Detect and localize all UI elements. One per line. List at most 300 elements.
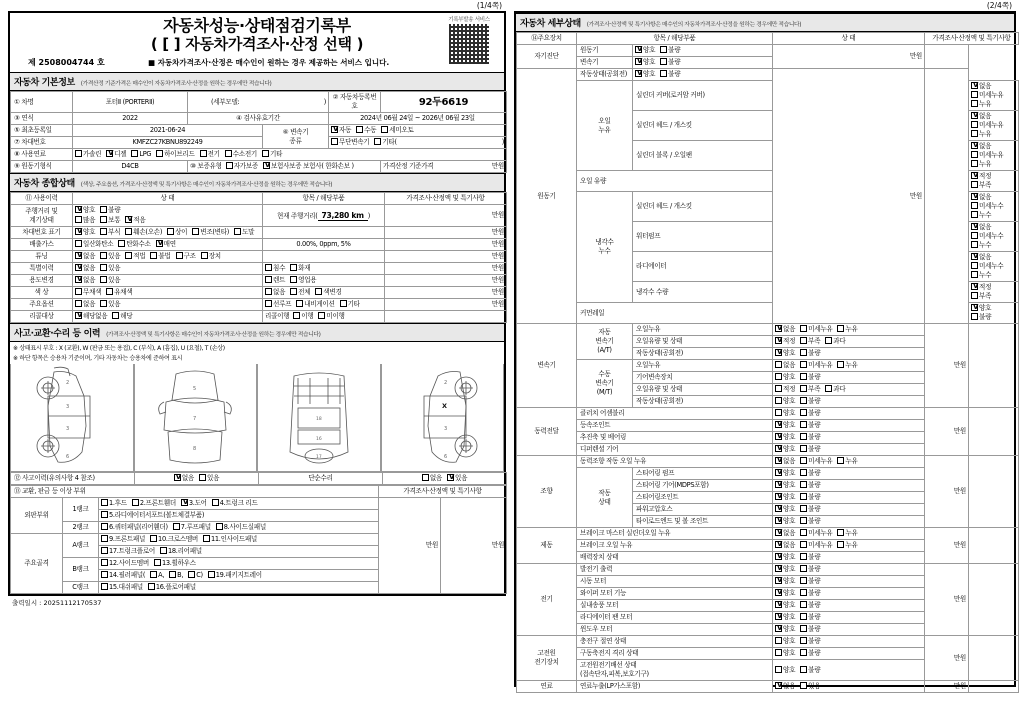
checkbox[interactable]	[112, 312, 119, 319]
state-option[interactable]	[971, 313, 991, 322]
checkbox[interactable]	[660, 58, 667, 65]
state-option[interactable]	[800, 493, 820, 502]
checkbox[interactable]	[971, 82, 978, 89]
fuel-option[interactable]	[131, 150, 151, 159]
state-option[interactable]	[775, 361, 795, 370]
checkbox[interactable]	[971, 241, 978, 248]
checkbox[interactable]	[971, 100, 978, 107]
state-option[interactable]	[775, 409, 795, 418]
checkbox[interactable]	[125, 228, 132, 235]
part-option[interactable]	[154, 559, 196, 568]
state-option[interactable]	[971, 172, 991, 181]
checkbox[interactable]	[775, 361, 782, 368]
checkbox[interactable]	[188, 571, 195, 578]
checkbox[interactable]	[971, 232, 978, 239]
checkbox[interactable]	[173, 523, 180, 530]
state-option[interactable]	[660, 70, 680, 79]
checkbox[interactable]	[293, 312, 300, 319]
checkbox[interactable]	[971, 181, 978, 188]
checkbox[interactable]	[381, 126, 388, 133]
warranty-option[interactable]	[226, 162, 258, 171]
checkbox[interactable]	[775, 481, 782, 488]
state-option[interactable]	[775, 682, 795, 691]
state-option[interactable]	[971, 211, 991, 220]
checkbox[interactable]	[971, 112, 978, 119]
checkbox[interactable]	[800, 373, 807, 380]
state-option[interactable]	[775, 493, 795, 502]
checkbox[interactable]	[100, 300, 107, 307]
part-option[interactable]	[150, 571, 164, 580]
checkbox[interactable]	[101, 583, 108, 590]
checkbox[interactable]	[800, 577, 807, 584]
state-option[interactable]	[775, 397, 795, 406]
state-option[interactable]	[800, 349, 820, 358]
checkbox[interactable]	[971, 202, 978, 209]
checkbox[interactable]	[971, 142, 978, 149]
fuel-option[interactable]	[156, 150, 194, 159]
state-option[interactable]	[100, 300, 120, 309]
state-option[interactable]	[800, 577, 820, 586]
checkbox[interactable]	[800, 433, 807, 440]
state-option[interactable]	[971, 160, 991, 169]
checkbox[interactable]	[800, 666, 807, 673]
checkbox[interactable]	[971, 262, 978, 269]
checkbox[interactable]	[132, 499, 139, 506]
checkbox[interactable]	[101, 511, 108, 518]
checkbox[interactable]	[154, 559, 161, 566]
state-option[interactable]	[800, 625, 820, 634]
checkbox[interactable]	[75, 206, 82, 213]
state-option[interactable]	[234, 228, 254, 237]
checkbox[interactable]	[660, 70, 667, 77]
state-option[interactable]	[660, 46, 680, 55]
state-option[interactable]	[837, 325, 857, 334]
state-option[interactable]	[775, 373, 795, 382]
state-option[interactable]	[75, 216, 95, 225]
checkbox[interactable]	[150, 535, 157, 542]
state-option[interactable]	[75, 300, 95, 309]
state-option[interactable]	[800, 325, 832, 334]
checkbox[interactable]	[75, 228, 82, 235]
checkbox[interactable]	[775, 589, 782, 596]
checkbox[interactable]	[101, 571, 108, 578]
part-option[interactable]	[293, 312, 313, 321]
checkbox[interactable]	[75, 264, 82, 271]
checkbox[interactable]	[331, 138, 338, 145]
checkbox[interactable]	[775, 409, 782, 416]
state-option[interactable]	[775, 565, 795, 574]
checkbox[interactable]	[101, 547, 108, 554]
checkbox[interactable]	[101, 559, 108, 566]
checkbox[interactable]	[263, 162, 270, 169]
checkbox[interactable]	[101, 523, 108, 530]
checkbox[interactable]	[800, 337, 807, 344]
checkbox[interactable]	[775, 349, 782, 356]
state-option[interactable]	[800, 409, 820, 418]
state-option[interactable]	[800, 397, 820, 406]
state-option[interactable]	[775, 666, 795, 675]
simple-repair-option[interactable]	[422, 474, 442, 483]
checkbox[interactable]	[148, 583, 155, 590]
checkbox[interactable]	[635, 58, 642, 65]
checkbox[interactable]	[837, 325, 844, 332]
state-option[interactable]	[775, 553, 795, 562]
checkbox[interactable]	[150, 252, 157, 259]
checkbox[interactable]	[447, 474, 454, 481]
checkbox[interactable]	[340, 300, 347, 307]
transmission-option[interactable]	[331, 138, 369, 147]
part-option[interactable]	[101, 583, 143, 592]
part-option[interactable]	[148, 583, 196, 592]
state-option[interactable]	[800, 666, 820, 675]
checkbox[interactable]	[226, 162, 233, 169]
checkbox[interactable]	[971, 283, 978, 290]
checkbox[interactable]	[265, 264, 272, 271]
checkbox[interactable]	[156, 150, 163, 157]
state-option[interactable]	[635, 58, 655, 67]
checkbox[interactable]	[75, 276, 82, 283]
part-option[interactable]	[132, 499, 176, 508]
checkbox[interactable]	[971, 313, 978, 320]
state-option[interactable]	[775, 613, 795, 622]
checkbox[interactable]	[775, 421, 782, 428]
state-option[interactable]	[775, 421, 795, 430]
state-option[interactable]	[971, 283, 991, 292]
checkbox[interactable]	[971, 292, 978, 299]
state-option[interactable]	[800, 517, 820, 526]
state-option[interactable]	[660, 58, 680, 67]
state-option[interactable]	[775, 601, 795, 610]
checkbox[interactable]	[100, 216, 107, 223]
checkbox[interactable]	[131, 150, 138, 157]
checkbox[interactable]	[837, 541, 844, 548]
state-option[interactable]	[156, 240, 176, 249]
state-option[interactable]	[971, 304, 991, 313]
checkbox[interactable]	[800, 493, 807, 500]
checkbox[interactable]	[75, 240, 82, 247]
state-option[interactable]	[75, 240, 113, 249]
checkbox[interactable]	[775, 529, 782, 536]
state-option[interactable]	[775, 457, 795, 466]
checkbox[interactable]	[75, 288, 82, 295]
checkbox[interactable]	[635, 46, 642, 53]
state-option[interactable]	[800, 469, 820, 478]
checkbox[interactable]	[296, 300, 303, 307]
checkbox[interactable]	[800, 565, 807, 572]
state-option[interactable]	[100, 252, 120, 261]
state-option[interactable]	[775, 649, 795, 658]
state-option[interactable]	[192, 228, 229, 237]
checkbox[interactable]	[971, 121, 978, 128]
part-option[interactable]	[265, 288, 285, 297]
checkbox[interactable]	[775, 666, 782, 673]
state-option[interactable]	[800, 421, 820, 430]
part-option[interactable]	[265, 276, 285, 285]
state-option[interactable]	[775, 589, 795, 598]
state-option[interactable]	[201, 252, 221, 261]
state-option[interactable]	[775, 469, 795, 478]
checkbox[interactable]	[100, 252, 107, 259]
checkbox[interactable]	[775, 493, 782, 500]
part-option[interactable]	[265, 300, 291, 309]
checkbox[interactable]	[800, 541, 807, 548]
checkbox[interactable]	[825, 337, 832, 344]
checkbox[interactable]	[75, 252, 82, 259]
state-option[interactable]	[100, 264, 120, 273]
state-option[interactable]	[800, 553, 820, 562]
part-option[interactable]	[150, 535, 198, 544]
accident-option[interactable]	[199, 474, 219, 483]
state-option[interactable]	[125, 252, 145, 261]
checkbox[interactable]	[971, 304, 978, 311]
state-option[interactable]	[971, 193, 991, 202]
checkbox[interactable]	[775, 649, 782, 656]
checkbox[interactable]	[265, 276, 272, 283]
checkbox[interactable]	[635, 70, 642, 77]
checkbox[interactable]	[800, 529, 807, 536]
state-option[interactable]	[775, 577, 795, 586]
state-option[interactable]	[800, 433, 820, 442]
state-option[interactable]	[118, 240, 150, 249]
part-option[interactable]	[188, 571, 203, 580]
checkbox[interactable]	[106, 288, 113, 295]
state-option[interactable]	[125, 228, 162, 237]
state-option[interactable]	[971, 262, 1003, 271]
state-option[interactable]	[800, 682, 820, 691]
transmission-option[interactable]	[381, 126, 413, 135]
state-option[interactable]	[176, 252, 196, 261]
state-option[interactable]	[75, 252, 95, 261]
part-option[interactable]	[101, 499, 127, 508]
part-option[interactable]	[290, 288, 310, 297]
checkbox[interactable]	[216, 523, 223, 530]
state-option[interactable]	[971, 151, 1003, 160]
state-option[interactable]	[971, 241, 991, 250]
state-option[interactable]	[75, 206, 95, 215]
checkbox[interactable]	[775, 625, 782, 632]
checkbox[interactable]	[800, 553, 807, 560]
state-option[interactable]	[775, 325, 795, 334]
checkbox[interactable]	[971, 271, 978, 278]
part-option[interactable]	[101, 511, 204, 520]
state-option[interactable]	[971, 181, 991, 190]
checkbox[interactable]	[800, 589, 807, 596]
part-option[interactable]	[181, 499, 207, 508]
state-option[interactable]	[775, 541, 795, 550]
checkbox[interactable]	[800, 601, 807, 608]
checkbox[interactable]	[199, 474, 206, 481]
state-option[interactable]	[837, 541, 857, 550]
checkbox[interactable]	[800, 517, 807, 524]
part-option[interactable]	[296, 300, 334, 309]
state-option[interactable]	[800, 601, 820, 610]
part-option[interactable]	[203, 535, 257, 544]
state-option[interactable]	[800, 637, 820, 646]
checkbox[interactable]	[100, 264, 107, 271]
state-option[interactable]	[837, 361, 857, 370]
state-option[interactable]	[971, 232, 1003, 241]
checkbox[interactable]	[290, 276, 297, 283]
state-option[interactable]	[800, 589, 820, 598]
checkbox[interactable]	[800, 682, 807, 689]
part-option[interactable]	[212, 499, 258, 508]
checkbox[interactable]	[125, 216, 132, 223]
part-option[interactable]	[290, 276, 316, 285]
state-option[interactable]	[800, 481, 820, 490]
state-option[interactable]	[971, 91, 1003, 100]
state-option[interactable]	[971, 253, 991, 262]
state-option[interactable]	[971, 82, 991, 91]
checkbox[interactable]	[150, 571, 157, 578]
state-option[interactable]	[800, 529, 832, 538]
fuel-option[interactable]	[262, 150, 282, 159]
part-option[interactable]	[160, 547, 202, 556]
state-option[interactable]	[971, 223, 991, 232]
state-option[interactable]	[775, 637, 795, 646]
checkbox[interactable]	[212, 499, 219, 506]
state-option[interactable]	[800, 385, 820, 394]
checkbox[interactable]	[660, 46, 667, 53]
checkbox[interactable]	[775, 469, 782, 476]
checkbox[interactable]	[800, 409, 807, 416]
checkbox[interactable]	[800, 637, 807, 644]
state-option[interactable]	[150, 252, 170, 261]
part-option[interactable]	[265, 264, 285, 273]
checkbox[interactable]	[775, 682, 782, 689]
state-option[interactable]	[775, 481, 795, 490]
state-option[interactable]	[100, 228, 120, 237]
checkbox[interactable]	[167, 228, 174, 235]
part-option[interactable]	[315, 288, 341, 297]
part-option[interactable]	[173, 523, 211, 532]
state-option[interactable]	[800, 565, 820, 574]
state-option[interactable]	[112, 312, 132, 321]
checkbox[interactable]	[775, 457, 782, 464]
state-option[interactable]	[100, 216, 120, 225]
checkbox[interactable]	[837, 361, 844, 368]
state-option[interactable]	[775, 625, 795, 634]
checkbox[interactable]	[775, 385, 782, 392]
state-option[interactable]	[775, 517, 795, 526]
checkbox[interactable]	[775, 577, 782, 584]
checkbox[interactable]	[75, 312, 82, 319]
checkbox[interactable]	[262, 150, 269, 157]
checkbox[interactable]	[800, 361, 807, 368]
checkbox[interactable]	[318, 312, 325, 319]
state-option[interactable]	[800, 373, 820, 382]
checkbox[interactable]	[775, 553, 782, 560]
checkbox[interactable]	[971, 223, 978, 230]
checkbox[interactable]	[800, 349, 807, 356]
checkbox[interactable]	[265, 300, 272, 307]
checkbox[interactable]	[800, 649, 807, 656]
accident-option[interactable]	[174, 474, 194, 483]
state-option[interactable]	[800, 361, 832, 370]
checkbox[interactable]	[971, 130, 978, 137]
state-option[interactable]	[800, 445, 820, 454]
checkbox[interactable]	[800, 469, 807, 476]
checkbox[interactable]	[775, 505, 782, 512]
state-option[interactable]	[837, 457, 857, 466]
state-option[interactable]	[800, 541, 832, 550]
state-option[interactable]	[825, 337, 845, 346]
state-option[interactable]	[800, 505, 820, 514]
checkbox[interactable]	[800, 421, 807, 428]
state-option[interactable]	[775, 385, 795, 394]
checkbox[interactable]	[800, 445, 807, 452]
checkbox[interactable]	[971, 253, 978, 260]
part-option[interactable]	[101, 571, 145, 580]
checkbox[interactable]	[775, 637, 782, 644]
checkbox[interactable]	[315, 288, 322, 295]
state-option[interactable]	[125, 216, 145, 225]
state-option[interactable]	[75, 264, 95, 273]
warranty-option[interactable]	[263, 162, 354, 171]
checkbox[interactable]	[800, 385, 807, 392]
transmission-option[interactable]	[331, 126, 351, 135]
checkbox[interactable]	[192, 228, 199, 235]
checkbox[interactable]	[156, 240, 163, 247]
state-option[interactable]	[635, 70, 655, 79]
checkbox[interactable]	[775, 613, 782, 620]
checkbox[interactable]	[265, 288, 272, 295]
checkbox[interactable]	[800, 625, 807, 632]
state-option[interactable]	[971, 202, 1003, 211]
state-option[interactable]	[800, 337, 820, 346]
part-option[interactable]	[208, 571, 262, 580]
checkbox[interactable]	[101, 499, 108, 506]
checkbox[interactable]	[106, 150, 113, 157]
checkbox[interactable]	[775, 565, 782, 572]
state-option[interactable]	[971, 121, 1003, 130]
state-option[interactable]	[635, 46, 655, 55]
checkbox[interactable]	[290, 288, 297, 295]
part-option[interactable]	[101, 523, 168, 532]
checkbox[interactable]	[775, 541, 782, 548]
simple-repair-option[interactable]	[447, 474, 467, 483]
checkbox[interactable]	[160, 547, 167, 554]
state-option[interactable]	[775, 445, 795, 454]
part-option[interactable]	[340, 300, 360, 309]
checkbox[interactable]	[169, 571, 176, 578]
state-option[interactable]	[800, 457, 832, 466]
fuel-option[interactable]	[75, 150, 101, 159]
checkbox[interactable]	[208, 571, 215, 578]
checkbox[interactable]	[356, 126, 363, 133]
part-option[interactable]	[318, 312, 344, 321]
state-option[interactable]	[167, 228, 187, 237]
checkbox[interactable]	[775, 433, 782, 440]
checkbox[interactable]	[100, 276, 107, 283]
state-option[interactable]	[837, 529, 857, 538]
checkbox[interactable]	[75, 216, 82, 223]
state-option[interactable]	[971, 271, 991, 280]
fuel-option[interactable]	[200, 150, 220, 159]
checkbox[interactable]	[118, 240, 125, 247]
checkbox[interactable]	[971, 160, 978, 167]
checkbox[interactable]	[971, 172, 978, 179]
state-option[interactable]	[100, 206, 120, 215]
checkbox[interactable]	[331, 126, 338, 133]
checkbox[interactable]	[837, 529, 844, 536]
checkbox[interactable]	[775, 337, 782, 344]
part-option[interactable]	[101, 535, 145, 544]
state-option[interactable]	[775, 433, 795, 442]
checkbox[interactable]	[971, 211, 978, 218]
checkbox[interactable]	[100, 228, 107, 235]
checkbox[interactable]	[290, 264, 297, 271]
checkbox[interactable]	[800, 397, 807, 404]
